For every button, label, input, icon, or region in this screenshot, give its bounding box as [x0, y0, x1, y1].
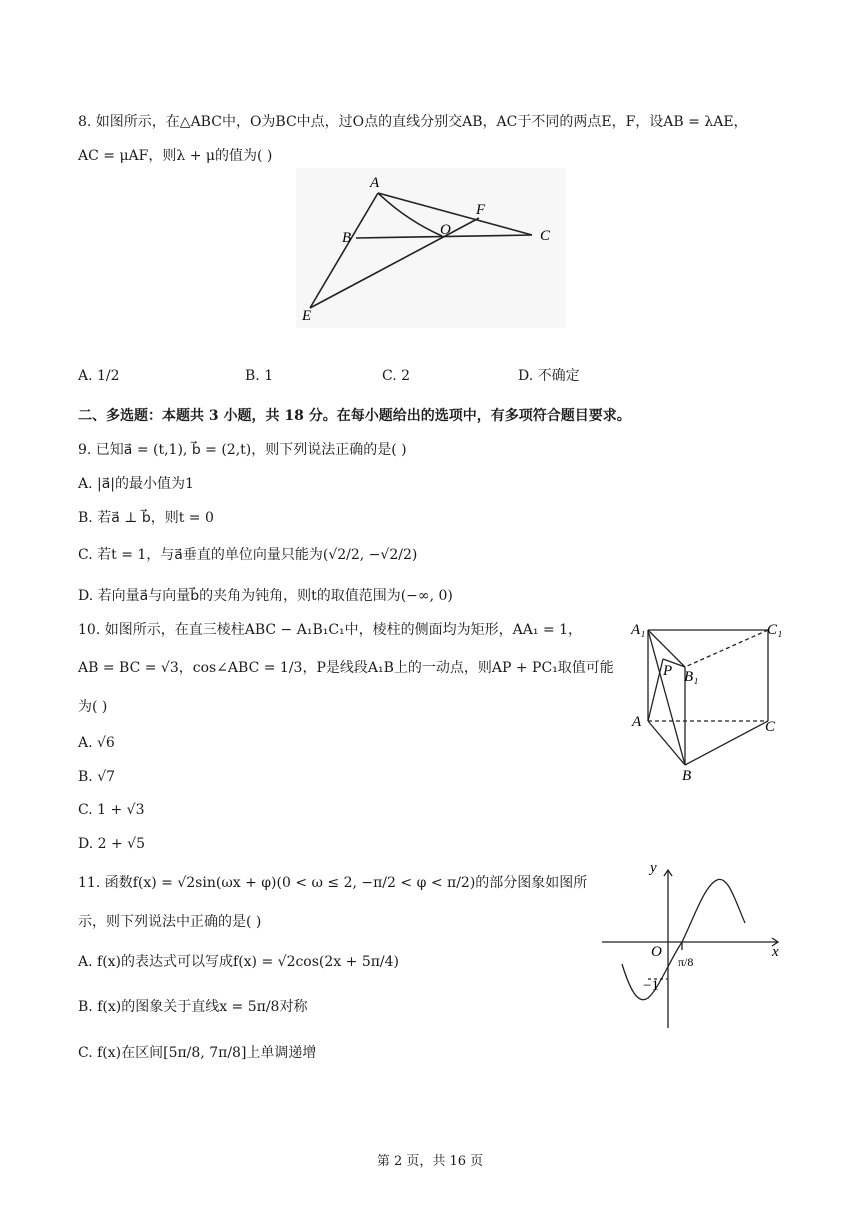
q9-option-d: D. 若向量a⃗与向量b⃗的夹角为钝角，则t的取值范围为(−∞, 0)	[78, 588, 453, 604]
q10-option-b: B. √7	[78, 769, 116, 785]
q9-stem: 9. 已知a⃗ = (t,1), b⃗ = (2,t)，则下列说法正确的是( )	[78, 442, 407, 458]
q11-label-y: y	[650, 860, 657, 876]
q9-option-b: B. 若a⃗ ⊥ b⃗，则t = 0	[78, 510, 214, 526]
q8-label-a: A	[370, 175, 380, 191]
q10-option-a: A. √6	[78, 735, 115, 751]
q8-stem-line2: AC = μAF，则λ + μ的值为( )	[78, 148, 273, 164]
q11-option-a: A. f(x)的表达式可以写成f(x) = √2cos(2x + 5π/4)	[78, 954, 400, 970]
q8-label-e: E	[302, 308, 312, 324]
q8-option-c: C. 2	[382, 368, 411, 384]
q10-stem-line1: 10. 如图所示，在直三棱柱ABC − A₁B₁C₁中，棱柱的侧面均为矩形，AA₁ = 1，	[78, 622, 583, 638]
q10-label-b1: B₁	[684, 669, 699, 685]
q11-stem-line2: 示，则下列说法中正确的是( )	[78, 914, 262, 930]
q11-label-pi-over-8: π/8	[678, 955, 694, 969]
q8-stem-line1: 8. 如图所示，在△ABC中，O为BC中点，过O点的直线分别交AB，AC于不同的两点E，F，设AB = λAE，	[78, 114, 748, 130]
q11-stem-line1: 11. 函数f(x) = √2sin(ωx + φ)(0 < ω ≤ 2, −π/2 < φ < π/2)的部分图象如图所	[78, 875, 588, 891]
page-footer: 第 2 页，共 16 页	[376, 1154, 484, 1169]
q8-triangle-figure	[296, 168, 566, 328]
q10-option-d: D. 2 + √5	[78, 836, 145, 852]
q10-option-c: C. 1 + √3	[78, 802, 145, 818]
q11-label-x: x	[772, 944, 779, 960]
q10-label-p: P	[663, 663, 673, 679]
q10-stem-line2: AB = BC = √3，cos∠ABC = 1/3，P是线段A₁B上的一动点，则AP + PC₁取值可能	[78, 660, 614, 676]
q11-label-neg1: −1	[643, 978, 659, 994]
q10-label-b: B	[682, 768, 692, 784]
q8-label-b: B	[342, 230, 352, 246]
q8-option-b: B. 1	[245, 368, 274, 384]
section-2-heading: 二、多选题：本题共 3 小题，共 18 分。在每小题给出的选项中，有多项符合题目要求。	[78, 408, 631, 424]
q10-label-a: A	[632, 714, 642, 730]
q8-label-c: C	[540, 228, 551, 244]
q10-stem-line3: 为( )	[78, 699, 108, 715]
q8-label-f: F	[476, 202, 486, 218]
q9-option-c: C. 若t = 1，与a⃗垂直的单位向量只能为(√2/2, −√2/2)	[78, 547, 418, 563]
q8-option-d: D. 不确定	[518, 368, 580, 384]
q8-label-o: O	[440, 222, 451, 238]
q8-option-a: A. 1/2	[78, 368, 120, 384]
q11-label-origin: O	[651, 944, 662, 960]
q10-label-a1: A₁	[631, 622, 646, 638]
q10-prism-figure	[628, 615, 788, 785]
q11-option-b: B. f(x)的图象关于直线x = 5π/8对称	[78, 999, 308, 1015]
q11-option-c: C. f(x)在区间[5π/8, 7π/8]上单调递增	[78, 1045, 317, 1061]
q9-option-a: A. |a⃗|的最小值为1	[78, 476, 194, 492]
q10-label-c1: C₁	[767, 622, 783, 638]
q11-sine-graph	[600, 860, 790, 1035]
q10-label-c: C	[765, 719, 776, 735]
